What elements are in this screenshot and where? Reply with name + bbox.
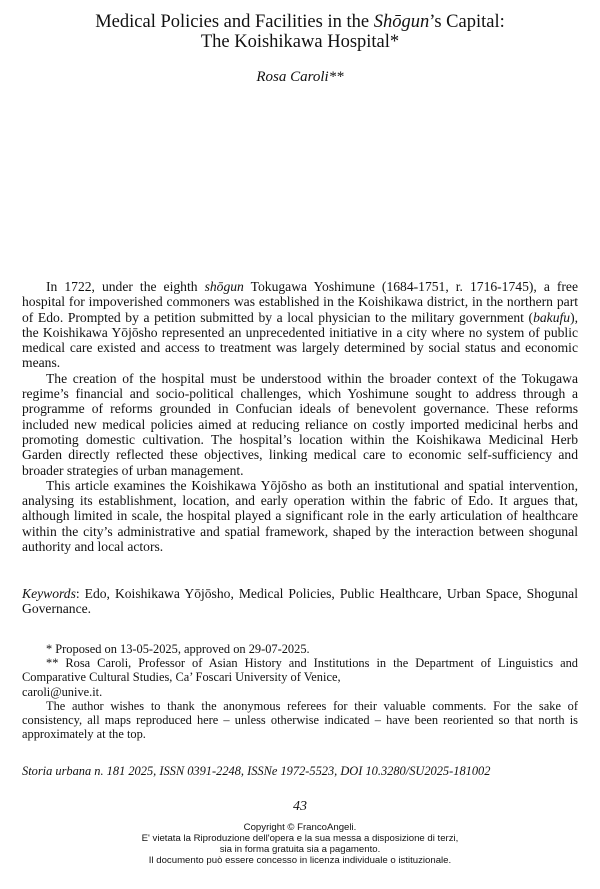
footer-line-1: Copyright © FrancoAngeli.: [243, 822, 357, 833]
journal-citation: Storia urbana n. 181 2025, ISSN 0391-2248, ISSNe 1972-5523, DOI 10.3280/SU2025-181002: [22, 764, 491, 778]
footnote-author: ** Rosa Caroli, Professor of Asian History and Institutions in the Department of Linguistics and Comparative Cultural Studies, Ca’ Foscari University of Venice,: [22, 656, 578, 685]
title-line-2: The Koishikawa Hospital*: [200, 32, 400, 52]
footnotes: [22, 642, 578, 741]
article-title: [20, 12, 580, 52]
copyright-footer: [0, 822, 600, 866]
abstract: [22, 279, 578, 554]
page-number: 43: [293, 799, 307, 814]
abstract-paragraph-1: In 1722, under the eighth shōgun Tokugawa Yoshimune (1684-1751, r. 1716-1745), a free hospital for impoverished commoners was established in the Koishikawa district, in the northern part of Edo. Prompted by a petition submitted by a local physician to the military government (bakufu), the Koishikawa Yōjōsho represented an unprecedented initiative in a city where no system of public medical care existed and access to treatment was largely determined by social status and economic means.: [22, 279, 578, 371]
footer-line-4: Il documento può essere concesso in licenza individuale o istituzionale.: [148, 855, 452, 866]
footnote-proposed: * Proposed on 13-05-2025, approved on 29-07-2025.: [46, 642, 310, 656]
title-line-1: Medical Policies and Facilities in the Shōgun’s Capital:: [95, 12, 505, 32]
keywords-label: Keywords: [22, 586, 76, 601]
author-email: caroli@unive.it.: [22, 684, 103, 699]
footer-line-2: E' vietata la Riproduzione dell'opera e la sua messa a disposizione di terzi,: [141, 833, 459, 844]
author-name: Rosa Caroli**: [256, 69, 344, 85]
footnote-acknowledgements: The author wishes to thank the anonymous referees for their valuable comments. For the sake of consistency, all maps reproduced here – unless otherwise indicated – have been reoriented so that north is approximately at the top.: [22, 698, 578, 742]
keywords-list: : Edo, Koishikawa Yōjōsho, Medical Policies, Public Healthcare, Urban Space, Shogunal Governance.: [22, 586, 578, 617]
keywords: [22, 586, 578, 617]
abstract-paragraph-3: This article examines the Koishikawa Yōjōsho as both an institutional and spatial intervention, analysing its establishment, location, and early operation within the fabric of Edo. It argues that, although limited in scale, the hospital played a significant role in the early articulation of healthcare within the city’s administrative and spatial framework, shaped by the interaction between shogunal authority and local actors.: [22, 477, 578, 555]
abstract-paragraph-2: The creation of the hospital must be understood within the broader context of the Tokugawa regime’s financial and socio-political challenges, which Yoshimune sought to address through a programme of reforms grounded in Confucian ideals of benevolent governance. These reforms included new medical policies aimed at reducing reliance on costly imported medicinal herbs and promoting domestic cultivation. The hospital’s location within the Koishikawa Medicinal Herb Garden directly reflected these objectives, linking medical care to economic self-sufficiency and broader strategies of urban management.: [22, 370, 578, 478]
footer-line-3: sia in forma gratuita sia a pagamento.: [219, 844, 381, 855]
title-italic-term: Shōgun: [373, 12, 430, 32]
